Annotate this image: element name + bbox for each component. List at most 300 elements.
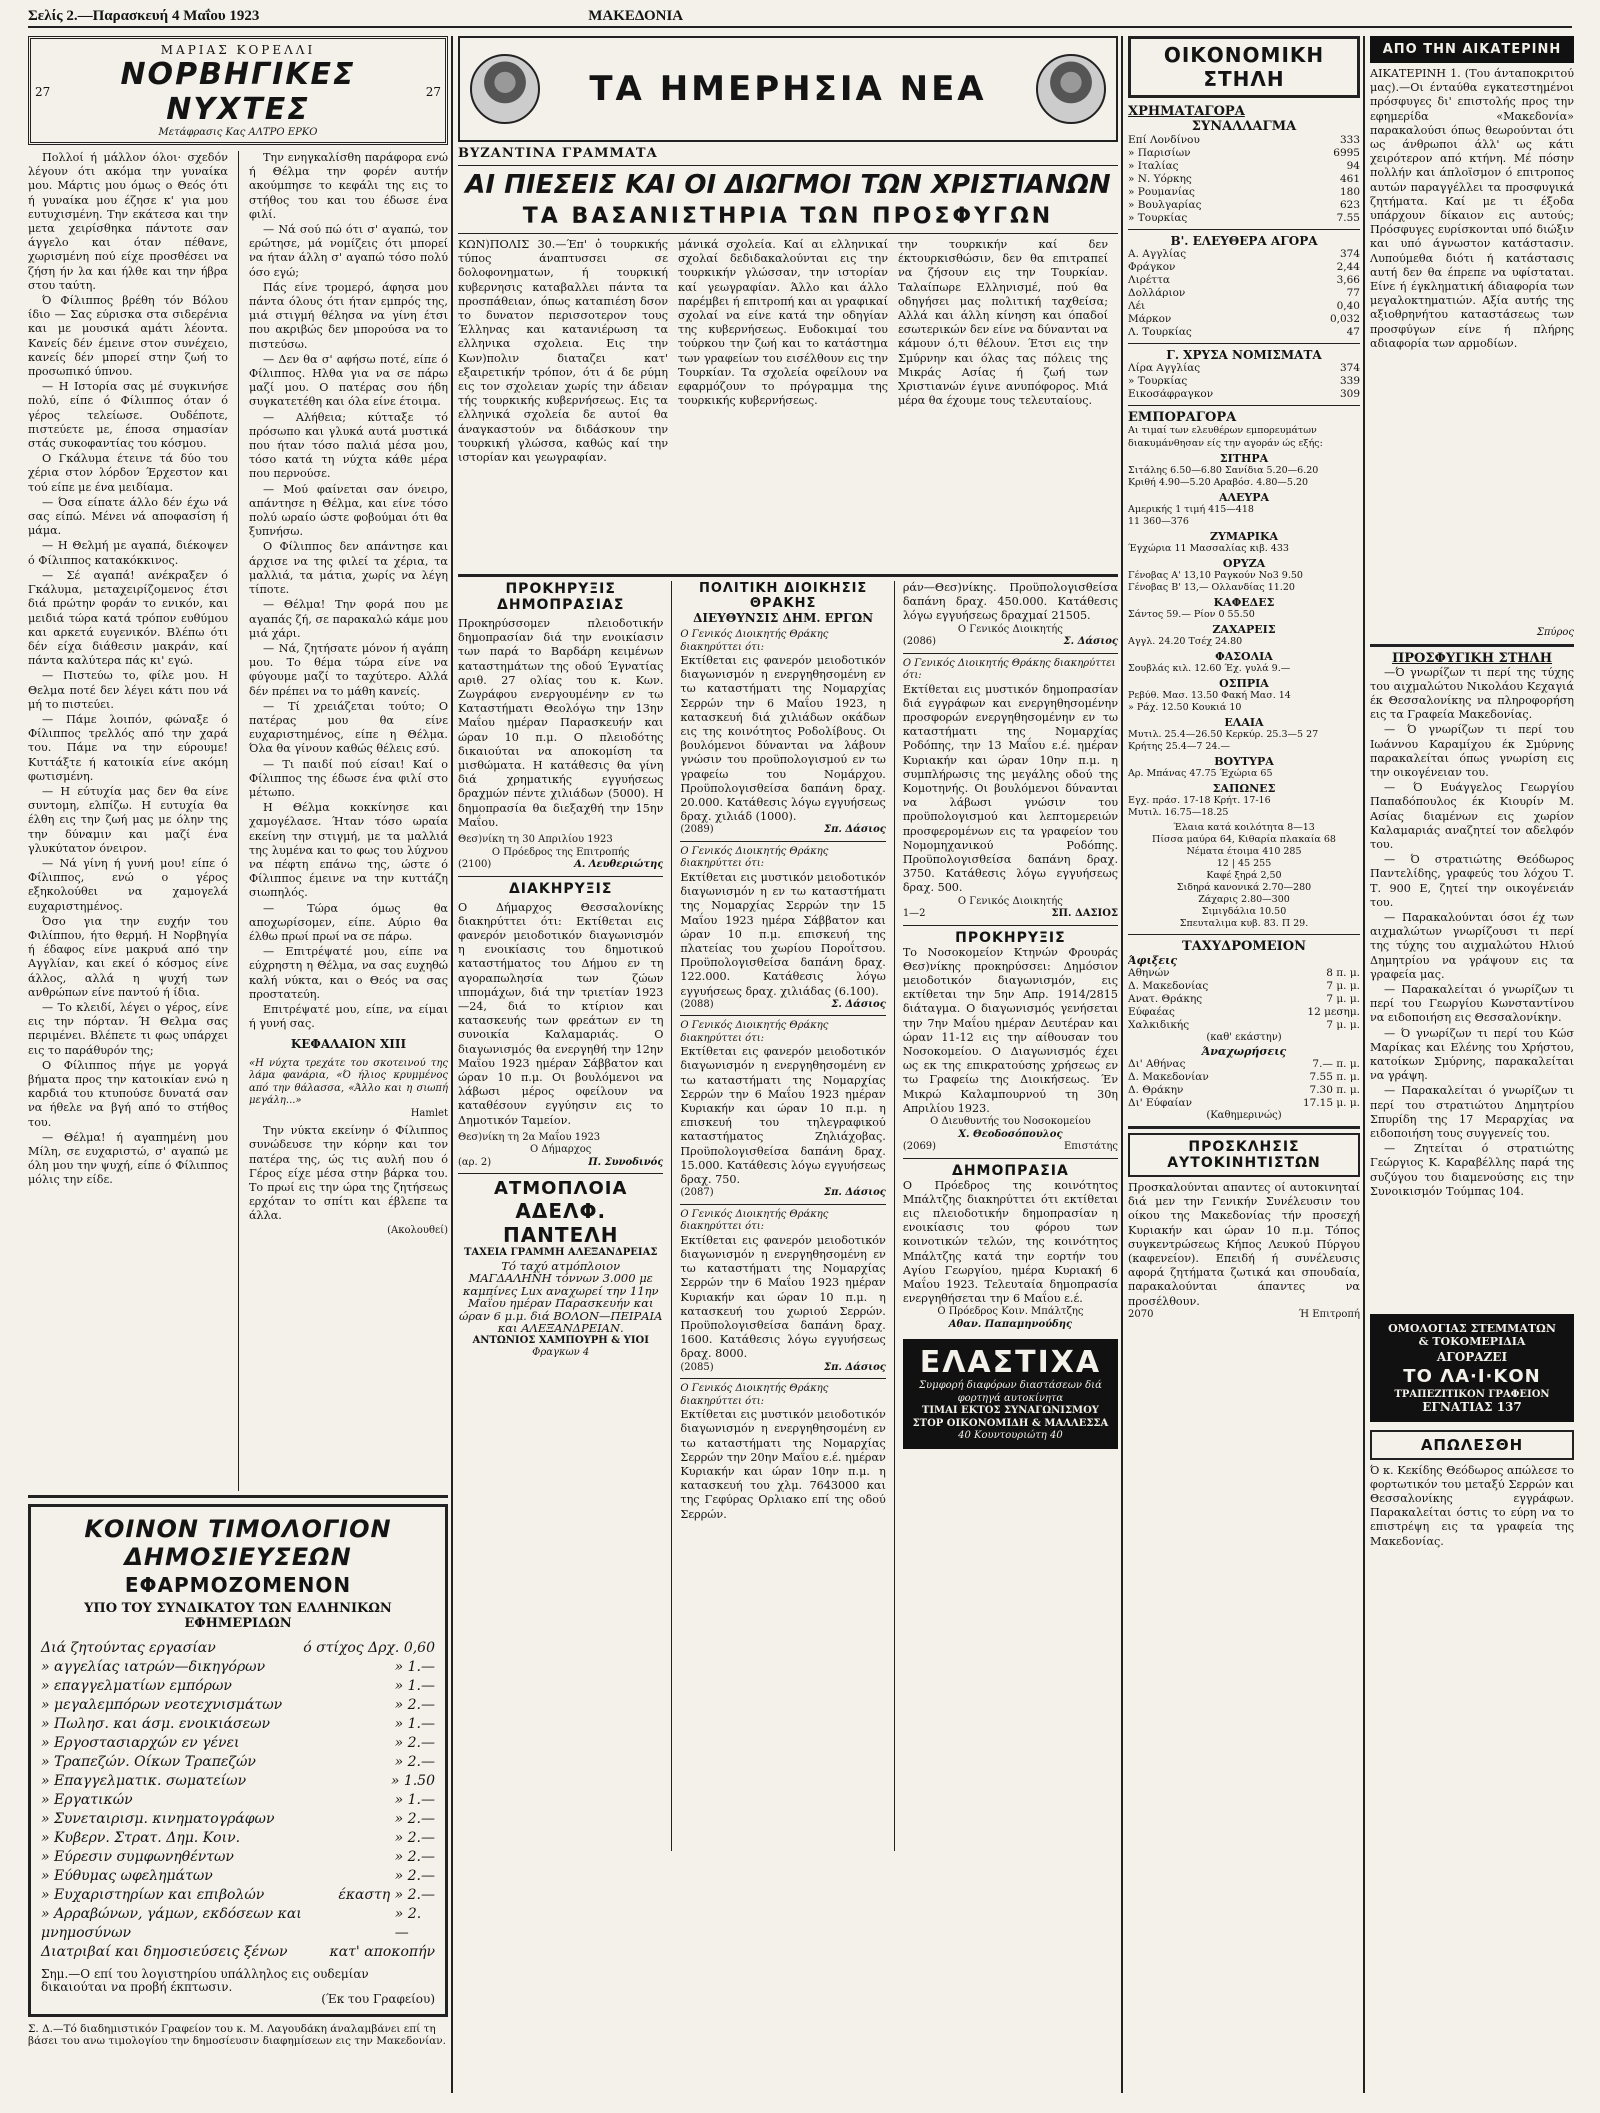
drivers-call-header [1128,1133,1360,1177]
price-row [41,1677,435,1696]
commodity-line: Αμερικής 1 τιμή 415—418 [1128,504,1254,515]
row-label: » μεγαλεμπόρων νεοτεχνισμάτων [41,1697,283,1713]
row-value: 94 [1346,160,1360,172]
row-value: 7.— π. μ. [1312,1057,1360,1070]
commodity-line: » Ράχ. 12.50 Κουκιά 10 [1128,702,1242,713]
section-label: ΒΥΖΑΝΤΙΝΑ ΓΡΑΜΜΑΤΑ [458,146,658,161]
auction2-signer-title: Ο Πρόεδρος Κοιν. Μπάλτζης [937,1306,1084,1318]
auction-body: Προκηρύσσομεν πλειοδοτικήν δημοπρασίαν διά την ενοικίασιν των παρά το Βαρδάρη κειμένων καταστημάτων της οδού Έγνατίας αριθ. 27 ολίας του κ. Κων. Ζωγράφου ενεργουμένην εν τω Καταστήματι Θεολόγω την 13ην Μαΐου ημέραν Παρασκευήν και ώραν 10 π.μ. Ο πλειοδότης δικαιούται να αποκομίση τα μισθώματα. Η κατάθεσις θα γίνη διά χρηματικής εγγυήσεως δραχμών πέντε χιλιάδων (5000). Η δημοπρασία θα διεξαχθή την 15ην Μαΐου. [458,617,664,829]
arrivals-list [1128,967,1360,1032]
paragraph: Την ενηγκαλίσθη παράφορα ενώ ή Θέλμα την φορέν αυτήν ακούμπησε το κεφάλι της εις το στήθος του και του έδωσε ένα φιλί. [248,151,448,221]
paragraph: Επιτρέψατέ μου, είπε, να είμαι ή γυνή σας. [248,1002,448,1031]
commodity-line: Έγχώρια 11 Μασσαλίας κιβ. 433 [1128,543,1289,554]
refugee-notice: — Ό γνωρίζων τι περί του Ιωάννου Καραμίχου έκ Σμύρνης παρακαλείται όπως γνωρίση εις την οικογένειαν του. [1370,723,1574,779]
portrait-illustration-right [1036,54,1106,124]
commodity-line: Σιτάλης 6.50—6.80 Σανίδια 5.20—6.20 [1128,465,1319,476]
commodity-group-title: ΑΛΕΥΡΑ [1218,491,1270,504]
exchange-list [1128,134,1360,225]
issue-number-left: 27 [35,85,51,99]
katerini-header [1370,36,1574,63]
bank-ad-line3: ΑΓΟΡΑΖΕΙ [1436,1349,1508,1364]
row-label: » Πωλησ. και άσμ. ενοικιάσεων [41,1716,271,1732]
commodity-group-title: ΟΡΥΖΑ [1222,557,1266,570]
row-label: Λέι [1128,300,1146,312]
ad-rates-note: Σημ.—Ο επί του λογιστηρίου υπάλληλος εις ουδεμίαν δικαιούται να προβή έκπτωσιν. [41,1967,369,1994]
drivers-call-signer: Ή Επιτροπή [1298,1308,1360,1320]
row-value: » 2.— [394,1754,435,1770]
commodity-line: Ρεβύθ. Μασ. 13.50 Φακή Μασ. 14 [1128,690,1291,701]
row-value: 333 [1339,134,1360,146]
ad-rates-box [28,1504,448,2017]
issue-number-right: 27 [425,85,441,99]
feuilleton-title: ΝΟΡΒΗΓΙΚΕΣ ΝΥΧΤΕΣ [120,57,356,127]
price-row [1128,980,1360,993]
katerini-column [1370,36,1574,1549]
row-label: » Αρραβώνων, γάμων, εκδόσεων και μνημοσύνων [41,1906,302,1941]
paragraph: — Δεν θα σ' αφήσω ποτέ, είπε ό Φίλιππος. Ηλθα για να σε πάρω μαζί μου. Ο πατέρας σου ήδη συγκατετέθη και όλα είνε έτοιμα. [248,352,448,409]
row-value: 7 μ. μ. [1326,993,1360,1005]
loss-body: Ό κ. Κεκίδης Θεόδωρος απώλεσε το φορτωτικόν του μεταξύ Σερρών και Θεσσαλονίκης εγγράφων. Παρακαλείται όστις το εύρη να το επιστρέψη εις τα γραφεία της Μακεδονίας. [1370,1463,1574,1548]
paragraph: Η Θέλμα κοκκίνησε και χαμογέλασε. Ήταν τόσο ωραία εκείνη την στιγμή, με τα μαλλιά της λυμένα και το φως του λύχνου να πέφτη επάνω της, ώστε ό Φίλιππος έμεινε να την κυττάζη σιωπηλός. [248,801,448,900]
row-label: Φράγκον [1128,261,1176,273]
refugee-notice: — Παρακαλείται ό γνωρίζων τι περί του Γεωργίου Κωνσταντίνου να ειδοποιήση εις Θεσσαλονίκην. [1370,982,1574,1025]
row-label: Λίρα Αγγλίας [1128,362,1201,374]
row-value: 47 [1346,326,1360,338]
price-row [1128,287,1360,300]
price-row [1128,173,1360,186]
row-label: Α. Αγγλίας [1128,248,1187,260]
notice-signer: Σπ. Δάσιος [824,1187,886,1199]
refugee-notice: — Ζητείται ό στρατιώτης Γεώργιος Κ. Καραβέλλης παρά της συζύγου του διαμενούσης εις την Συνοικισμόν Τούμπας 104. [1370,1142,1574,1198]
price-row [1128,300,1360,313]
commodity-line: Αρ. Μπάνας 47.75 Έχώρια 65 [1128,768,1273,779]
row-label: » Βουλγαρίας [1128,199,1202,211]
misc-price-line: Σπευταλιμα κυβ. 83. Π 29. [1179,918,1309,929]
page-masthead [28,6,1572,28]
price-row [1128,212,1360,225]
price-row [1128,993,1360,1006]
declaration-ref: (αρ. 2) [458,1156,492,1168]
paragraph: Ό Φίλιππος βρέθη τόν Βόλου ίδιο — Σας εύρισκα στα σιδερένια και με μουσικά αμάτι λέοντα. Κανείς δέν έμεινε στον συνέχειο, κανείς δέν μπορεί στην ζωή το προσωπικό ύπνου. [28,294,228,379]
price-row [1128,199,1360,212]
row-value: 180 [1339,186,1360,198]
price-row [1128,186,1360,199]
feuilleton-author: ΜΑΡΙΑΣ ΚΟΡΕΛΛΙ [160,43,316,57]
paragraph: — Τι παιδί πού είσαι! Καί ο Φίλιππος της έδωσε ένα φιλί στο μέτωπο. [248,757,448,799]
notice-head: Ο Γενικός Διοικητής Θράκης διακηρύττει ότι: [680,1020,829,1044]
misc-price-line: Ζάχαρις 2.80—300 [1198,894,1290,905]
row-label: » Τουρκίας [1128,375,1188,387]
departures-title: Άναχωρήσεις [1201,1044,1287,1058]
loss-title: ΑΠΩΛΕΣΘΗ [1420,1435,1524,1454]
declaration-signer: Π. Συνοδινός [588,1156,664,1168]
proclamation-role: Επιστάτης [1063,1141,1118,1153]
tires-ad-title: ΕΛΑΣΤΙΧΑ [919,1345,1102,1381]
paragraph: Ο Γκάλυμα έτεινε τά δύο του χέρια στον λόρδον Έρχεστον και τού είπε με ένα μειδίαμα. [28,452,228,494]
economic-column [1128,36,1360,1321]
ad-rates-subtitle2: ΥΠΟ ΤΟΥ ΣΥΝΔΙΚΑΤΟΥ ΤΩΝ ΕΛΛΗΝΙΚΩΝ ΕΦΗΜΕΡΙΔΩΝ [84,1601,392,1631]
paragraph: — Θέλμα! Την φορά που με αγαπάς ζή, σε παρακαλώ κάμε μου μιά χάρι. [248,598,448,640]
column-rule [1363,36,1365,2093]
price-row [41,1658,435,1677]
exchange-title: ΣΥΝΑΛΛΑΓΜΑ [1191,119,1297,134]
ship-ad-body: Τό ταχύ ατμόπλοιον ΜΑΓΔΑΛΗΝΗ τόννων 3.000 με καμπίνες Lux αναχωρεί την 11ην Μαΐου ημέραν Παρασκευήν και ώραν 6 μ.μ. διά ΒΟΛΟΝ—ΠΕΙΡΑΙΑ και ΑΛΕΞΑΝΔΡΕΙΑΝ. [459,1258,663,1336]
paragraph: — Όσα είπατε άλλο δέν έχω νά σας είπώ. Μένει νά αποφασίση ή μάμα. [28,495,228,538]
economic-header [1128,36,1360,98]
commodity-line: Γένοβας Α' 13,10 Ραγκούν Νο3 9.50 [1128,570,1303,581]
commodity-line: Γένοβας Β' 13,— Ολλανδίας 11.20 [1128,582,1295,593]
tires-ad-line2: ΤΙΜΑΙ ΕΚΤΟΣ ΣΥΝΑΓΩΝΙΣΜΟΥ [921,1405,1099,1417]
notice-signer: Σπ. Δάσιος [824,1361,886,1373]
commodity-line: Μυτιλ. 16.75—18.25 [1128,807,1229,818]
column-rule [451,36,453,2093]
arrivals-title: Άφιξεις [1128,954,1178,967]
row-label: Λ. Τουρκίας [1128,326,1192,338]
row-value: » 1.— [394,1792,435,1808]
tires-ad-line1: Συμφορή διαφόρων διαστάσεων διά φορτηγά αυτοκίνητα [918,1380,1102,1404]
row-value: 77 [1346,287,1360,299]
refugee-notice: — Παρακαλούνται όσοι έχ των αιχμαλώτων γνωρίζουσι τι περί της τύχης του αιχμαλώτου Ηλιού Δημητρίου να γράψουν εις τα γραφεία μας. [1370,910,1574,981]
declaration-signer-title: Ο Δήμαρχος [530,1144,592,1156]
paragraph: Ο Φίλιππος δεν απάντησε και άρχισε να της φιλεί τα χέρια, τα μαλλιά, τα μάτια, χωρίς να λέγη τίποτε. [248,540,448,597]
row-label: » Ιταλίας [1128,160,1179,172]
ad-rates-title: ΚΟΙΝΟΝ ΤΙΜΟΛΟΓΙΟΝ ΔΗΜΟΣΙΕΥΣΕΩΝ [84,1515,392,1571]
price-row [1128,1097,1360,1110]
row-label: » Ευχαριστηρίων και επιβολών [41,1887,265,1903]
feuilleton-header [28,36,448,145]
row-label: » Εργατικών [41,1792,133,1808]
declaration-date: Θεσ)νίκη τη 2α Μαΐου 1923 [458,1131,601,1143]
row-label: » Εργοστασιαρχών εν γένει [41,1735,240,1751]
row-value: » 2.— [394,1906,422,1941]
notice-body: Εκτίθεται εις φανερόν μειοδοτικόν διαγωνισμόν η ενεργηθησομένη εν τω καταστήματι της Νομαρχίας Σερρών την 6 Μαΐου 1923, η κατασκευή διά χιλιάδων οκάδων εις της κοινότητος Ροδολίβους. Οι βουλόμενοι δύνανται να λάβουν γνώσιν του προϋπολογισμού εν τω γραφείω του Νομάρχου. Προϋπολογισθείσα δαπάνη δραχ. 20.000. Κατάθεσις λόγω εγγυήσεως δραχ. χιλιάδ (1000). [680,654,886,824]
ship-ad-address: Φραγκων 4 [532,1347,590,1359]
continued-note: (Ακολουθεί) [387,1224,448,1236]
paragraph: — Μού φαίνεται σαν όνειρο, απάντησε η Θέλμα, και είνε τόσο πολύ ωραίο ώστε φοβούμαι ότι θα ξυπνήσω. [248,482,448,539]
row-value: 374 [1339,362,1360,374]
commodity-line: Σουβλάς κιλ. 12.60 Έχ. γυλά 9.— [1128,663,1291,674]
row-value: » 1.— [394,1716,435,1732]
paragraph: — Πάμε λοιπόν, φώναξε ό Φίλιππος τρελλός από την χαρά του. Πάμε να την εύρουμε! Κυττάξτε ή κατοικία είνε ακόμη φωτισμένη. [28,712,228,783]
paragraph: Πολλοί ή μάλλον όλοι· σχεδόν λέγουν ότι ακόμα την γυναίκα μου. Μάρτις μου όμως ο Θεός ότι ή γυναίκα μου έζησε κ' για μου ευτυχισμένη. Την εκάτεσα και την μετα χειρίσθηκα πάντοτε σαν άγγελο και όταν πέθανε, χωρισμένη πού είχε προσθέσει να ζήση ήν λα και ήλθε και την ήβρα στου ταύτη. [28,151,228,292]
column-rule [1121,36,1123,2093]
epigraph-source: Hamlet [410,1107,448,1119]
price-row [1128,1058,1360,1071]
price-row [41,1943,435,1962]
proclamation-body: Το Νοσοκομείον Κτηνών Φρουράς Θεσ)νίκης προκηρύσσει: Δημόσιον μειοδοτικόν διαγωνισμόν, εις εκτίθεται την 5ην Απρ. 1914/2815 διάταγμα. Ο διαγωνισμός γενήσεται την 7ην Μαΐου ημέραν Δευτέραν και ώραν 11-12 εις την αίθουσαν του Νοσοκομείου. Ο Διαγωνισμός έχει ως εκ της επικρατούσης χρήσεως εν τω Γραφείω της Διοικήσεως. Έν Μικρώ Καλαμπουρνού τη 30η Απριλίου 1923. [902,945,1118,1115]
paragraph: Την νύκτα εκείνην ό Φίλιππος συνώδευσε την κόρην και τον πατέρα της, ώς τις αυλή που ό Γέρος είχε μέσα στην βάρκα του. Το πρωί εις την ώρα της ζητήσεως ερχόταν το σπίτι και έβλεπε τα άλλα. [248,1124,448,1223]
tires-ad [903,1339,1118,1449]
notice-signer-title: Ο Γενικός Διοικητής [957,895,1063,907]
notice-body: Εκτίθεται εις φανερόν μειοδοτικόν διαγωνισμόν η ενεργηθησομένη εν τω καταστήματι της Νομαρχίας Σερρών την 6 Μαΐου 1923 ημέραν Κυριακήν και ώραν 10 π.μ. η κατασκευή του χωριού Σερρών. Προϋπολογισθείσα δαπάνη δραχ. 1600. Κατάθεσις λόγω εγγυήσεως δραχ. 8000. [680,1233,886,1361]
commodities-title: ΕΜΠΟΡΑΓΟΡΑ [1128,410,1237,425]
row-value: 7.55 π. μ. [1309,1070,1360,1083]
price-row [1128,1084,1360,1097]
news-text-b: μάνικά σχολεία. Καί αι ελληνικαί σχολαί δεδιδακαλούνται εις την τουρκικήν γλώσσαν, την ιστορίαν καί γεωγραφίαν. Άλλο και άλλο παρέμβει ή επιτροπή και αι γραφικαί σχολαί να είνε κατά την οδηγίαν της κυβερνήσεως. Ευδοκιμαί του τούρκου την ζωή και το κατάστημα των γραφείων του εισέλθουν εις την Τουρκίαν. Τα σχολεία οφείλουν να εφαρμόζουν το πρόγραμμα της τουρκικής κυβερνήσεως. [678,238,888,408]
paragraph: Πάς είνε τρομερό, άφησα μου πάντα όλους ότι ήταν εμπρός της, μιά στιγμή θέλησα να γίνη έτσι που ακριβώς δεν μπορούσα να το πιστεύσω. [248,280,448,351]
row-label: » αγγελίας ιατρών—δικηγόρων [41,1659,266,1675]
row-value: » 1.50 [390,1773,435,1789]
price-row [41,1639,435,1658]
row-label: » Επαγγελματικ. σωματείων [41,1773,247,1789]
row-label: » επαγγελματίων εμπόρων [41,1678,232,1694]
commodity-line: Σάντος 59.— Ρίον 0 55.50 [1128,609,1255,620]
row-value: 309 [1339,388,1360,400]
notice-ref: (2085) [680,1361,714,1373]
notices-column-a [458,581,663,1851]
notice-body: Εκτίθεται εις μυστικόν μειοδοτικόν διαγωνισμόν η εν τω καταστήματι της Νομαρχίας Σερρών την 15 Μαΐου 1923 ημέρα Σάββατον και ώραν 10 π.μ. επισκευή της πλατείας του χωρίου Ποροΐτσου. Προϋπολογισθείσα δαπάνη δραχ. 122.000. Κατάθεσις λόγω εγγυήσεως δραχ. χιλιάδας (6.100). [680,870,886,998]
price-row [41,1867,435,1886]
auction2-signer: Αθαν. Παπαμηνούδης [948,1318,1073,1330]
row-label: Εικοσάφραγκον [1128,388,1214,400]
daily-news-title: ΤΑ ΗΜΕΡΗΣΙΑ ΝΕΑ [589,69,987,109]
katerini-title: ΑΠΟ ΤΗΝ ΑΙΚΑΤΕΡΙΝΗ [1382,42,1562,57]
news-text-a: ΚΩΝ)ΠΟΛΙΣ 30.—Έπ' ὀ τουρκικής τύπος άναπτυσσει σε δολοφονηματων, ή τουρκική κυβερνησις καταβαλλει πάντα τα προσπάθειαν, όπως καταπιέση δσον το δυνατον περισσοτερον τους Έλληνας και κατανιέρωση τα ελληνικα σχολεια. Εις την Κων)πολιν διαταζει κατ' εξαιρετικήν τρόπον, ότι ά δε ρύμη εις τον σχολειαν χωρίς την άδειαν τής τουρκικής κυβερνήσεως. Εις τα ελληνικά σχολεία δε αυτοί θα άναγκαστούν να διδάσκουν την τουρκική γλώσσα, καθώς καί την ιστορίαν και γεωγραφίαν. [458,238,668,465]
row-label: » Εύρεσιν συμφωνηθέντων [41,1849,234,1865]
gold-list [1128,362,1360,401]
row-value: 17.15 μ. μ. [1302,1096,1360,1109]
notice-ref: 1—2 [902,908,926,920]
proclamation-ref: (2069) [902,1141,937,1153]
row-value: 2,44 [1336,261,1360,273]
auction-title: ΠΡΟΚΗΡΥΞΙΣ ΔΗΜΟΠΡΑΣΙΑΣ [497,581,625,613]
commodity-group-title: ΦΑΣΟΛΙΑ [1215,650,1273,663]
row-value: » 2.— [394,1868,435,1884]
row-label: Εύφαέας [1128,1006,1175,1018]
notice-signer: ΣΠ. ΔΑΣΙΟΣ [1051,908,1118,920]
newspaper-name: ΜΑΚΕΔΟΝΙΑ [588,7,684,24]
price-row [1128,313,1360,326]
feuilleton-translator: Μετάφρασις Κας ΑΛΤΡΟ ΕΡΚΟ [158,127,318,138]
commodity-line: Εγχ. πράσ. 17-18 Κρήτ. 17-16 [1128,795,1271,806]
price-row [41,1734,435,1753]
ship-ad-line: ΤΑΧΕΙΑ ΓΡΑΜΜΗ ΑΛΕΞΑΝΔΡΕΙΑΣ [463,1247,658,1259]
row-label: Χαλκιδικής [1128,1019,1190,1031]
notices-column-c [903,581,1118,1851]
notice-head: Ο Γενικός Διοικητής Θράκης διακηρύττει ότι: [680,1208,829,1233]
commodity-group-title: ΖΥΜΑΡΙΚΑ [1209,530,1279,543]
paragraph: — Τί χρειάζεται τούτο; Ο πατέρας μου θα είνε ευχαριστημένος, είπε η Θέλμα. Όλα θα γίνουν καθώς θέλεις εσύ. [248,699,448,756]
notice-head: Ο Γενικός Διοικητής Θράκης διακηρύττει ότι: [680,629,829,653]
commodities-intro: Αι τιμαί των ελευθέρων εμπορευμάτων διακυμάνθησαν είς την αγοράν ώς εξής: [1128,425,1323,449]
notice-signer: Σ. Δάσιος [1063,636,1118,648]
refugee-notice: — Ό στρατιώτης Θεόδωρος Παντελίδης, γραφεύς του λόχου Τ. Τ. 900 Ε, ζητεί την οικογένειάν του. [1370,853,1574,909]
row-label: Αθηνών [1128,967,1170,979]
row-label: Δ. Θράκην [1128,1083,1184,1096]
notice-body: Εκτίθεται εις μυστικόν μειοδοτικόν διαγωνισμόν η ενεργηθησομένη εν τω καταστήματι της Νομαρχίας Σερρών την 20ην Μαΐου ε.έ. ημέραν Κυριακήν και ώραν 10ην π.μ. η κατασκευή του χλμ. 7643000 και της Γεφύρας Ορλιακο επί της οδού Σερρών. [680,1408,886,1521]
misc-prices [1128,822,1360,930]
row-value: 12 μεσημ. [1307,1006,1360,1018]
price-row [41,1810,435,1829]
price-row [1128,147,1360,160]
price-row [1128,248,1360,261]
price-row [1128,160,1360,173]
bank-ad-line1: ΟΜΟΛΟΓΙΑΣ ΣΤΕΜΜΑΤΩΝ [1388,1321,1556,1335]
price-row [1128,1019,1360,1032]
auction-date: Θεσ)νίκη τη 30 Απριλίου 1923 [458,834,613,846]
drivers-call-ref: 2070 [1128,1308,1154,1320]
row-label: Επί Λονδίνου [1128,134,1200,146]
row-label: Δολλάριον [1128,287,1186,299]
row-label: » Τραπεζών. Οίκων Τραπεζών [41,1754,256,1770]
commodity-group-title: ΣΑΠΩΝΕΣ [1212,782,1276,795]
notice-head: Ο Γενικός Διοικητής Θράκης διακηρύττει ότι: [680,1383,829,1407]
refugee-notice: — Ό Ευάγγελος Γεωργίου Παπαδόπουλος έκ Κιουρίν Μ. Ασίας διαμένων εις χωρίον Καλαμαριάς αναζητεί τον αδελφόν του. [1370,781,1574,851]
row-label: » Ρουμανίας [1128,186,1195,198]
bank-ad-line6: ΕΓΝΑΤΙΑΣ 137 [1422,1399,1522,1414]
row-label: Λιρέττα [1128,274,1171,286]
row-value: 8 π. μ. [1326,967,1360,979]
notice-ref: (2088) [680,998,714,1010]
paragraph: Όσο για την ευχήν του Φιλίππου, ήτο θερμή. Η Νορβηγία ή έδαφος είνε μακρυά από την Αγγλίαν, και εκεί ό κόσμος είνε άλλος, αλλά η ψυχή των ανθρώπων είνε παντού ή ίδια. [28,914,228,999]
row-value: έκαστη » 2.— [338,1887,435,1903]
thrace-notices [680,629,885,1522]
price-row [41,1753,435,1772]
row-label: » Ν. Υόρκης [1128,173,1192,185]
refugee-notice: — Παρακαλείται ό γνωρίζων τι περί του στρατιώτου Δημητρίου Σπυρίδη της 17 Μεραρχίας να ειδοποιήση τους συγγενείς του. [1370,1084,1574,1140]
price-row [1128,388,1360,401]
commodity-group-title: ΖΑΧΑΡΕΙΣ [1212,623,1276,636]
paragraph: — Η Ιστορία σας μέ συγκινήσε πολύ, είπε ό Φίλιππος όταν ό γέρος τελείωσε. Ουδέποτε, πιστεύετε με, έποσα σημασίαν στάς συκοφαντίας του κόσμου. [28,380,228,451]
price-row [1128,1006,1360,1019]
row-value: » 2.— [394,1830,435,1846]
auction2-title: ΔΗΜΟΠΡΑΣΙΑ [952,1162,1069,1179]
price-row [41,1829,435,1848]
paragraph: — Επιτρέψατέ μου, είπε να εύχρηστη η Θέλμα, να σας ευχηθώ καλή νύκτα, και ο Θεός να σας προστατεύη. [248,945,448,1001]
price-row [41,1848,435,1867]
row-value: 461 [1339,173,1360,185]
row-label: Δι' Εύφαίαν [1128,1096,1193,1109]
daily-news-banner [458,36,1118,142]
row-value: 7.55 [1336,212,1360,224]
feuilleton-text-b [249,151,448,1491]
commodity-groups [1128,452,1360,819]
paragraph: — Η Θελμή με αγαπά, διέκοψεν ό Φίλιππος κατακόκκινος. [28,539,228,567]
refugee-notices [1370,666,1574,1306]
paragraph: — Η εύτυχία μας δεν θα είνε συντομη, ελπίζω. Η ευτυχία θα έλθη εις την ζωή μας με όλην της την δύναμιν και μαζί ένα γλυκύτατον όνειρον. [28,784,228,855]
row-value: » 2.— [394,1849,435,1865]
misc-price-line: Έλαια κατά κοιλότητα 8—13 [1173,822,1315,833]
row-value: 339 [1339,375,1360,387]
row-value: 623 [1339,199,1360,211]
price-row [41,1886,435,1905]
paragraph: — Αλήθεια; κύτταξε τό πρόσωπο και γλυκά αυτά μυστικά που ήταν τόσο παλιά μέσα μου, τόσο κατά τη νύχτα κάθε μέρα που περνούσε. [248,410,448,481]
auction-ref: (2100) [458,859,492,871]
epigraph: «Η νύχτα τρεχάτε του σκοτεινού της λάμα φανάρια, «Ό ήλιος κρυμμένος από την θάλασσα, «Άλλο και η σιωπή μεγάλη...» [248,1057,448,1107]
ad-rates-footer: Σ. Δ.—Τό διαδημιστικόν Γραφείον του κ. Μ. Λαγουδάκη άναλαμβάνει επί τη βάσει του ανω τιμολογίου την δημοσίευσιν διαφημίσεων εις την Μακεδονίαν. [28,2022,447,2047]
price-row [41,1772,435,1791]
row-label: Δ. Μακεδονίαν [1128,1070,1209,1083]
paragraph: — Νά σού πώ ότι σ' αγαπώ, τον ερώτησε, μά νομίζεις ότι μπορεί να ήταν άλλη σ' αγαπώ τόσο πολύ όσο εγώ; [248,223,448,279]
row-label: Ανατ. Θράκης [1128,993,1203,1005]
bank-ad-line4: ΤΟ ΛΑ·Ι·ΚΟΝ [1403,1365,1541,1387]
misc-price-line: Νέματα έτοιμα 410 285 [1186,846,1302,857]
page-date: Σελίς 2.—Παρασκευή 4 Μαΐου 1923 [28,7,260,24]
misc-price-line: Καφέ ξηρά 2,50 [1206,870,1282,881]
row-value: » 2.— [394,1697,435,1713]
notice-ref: (2087) [680,1187,714,1199]
row-label: » Παρισίων [1128,147,1191,159]
news-text-c: την τουρκικήν καί δεν έκτουρκισθώσιν, δεν θα επιτραπεί να ζήσουν εις την Τουρκίαν. Ταλαίπωρε Ελληνισμέ, πού θα οδηγήσει μας πολιτική ταχθείσα; Αλλά και άλλη κίνηση και όπαδοί εσωτερικών δεν είνε να δύνανται να κάμουν ό,τι θέλουν. Έτσι εις την Σμύρνην και όλας τας πόλεις της Μικράς Ασίας ή ζωή των Χριστιανών έγινε ανυπόφορος. Μιά μέρα θα έχουμε τους τελευταίους. [898,238,1108,408]
row-value: 6995 [1333,147,1360,159]
commodity-line: 11 360—376 [1128,516,1189,527]
proclamation-title: ΠΡΟΚΗΡΥΞΙΣ [955,929,1066,946]
ad-rates-note-source: (Έκ του Γραφείου) [321,1992,435,2006]
paragraph: Ο Φίλιππος πήγε με γοργά βήματα προς την κατοικίαν ενώ η καρδιά του κτυπούσε δυνατά σαν να ήθελε να βγή από το στήθος του. [28,1058,228,1129]
row-value: ό στίχος Δρχ. 0,60 [303,1640,435,1656]
row-value: 0,032 [1329,313,1360,325]
departures-note: (Καθημερινώς) [1206,1109,1282,1121]
daily-news-column [458,36,1118,1851]
money-market-title: ΧΡΗΜΑΤΑΓΟΡΑ [1128,104,1245,119]
drivers-call-body: Προσκαλούνται απαντες οί αυτοκινηταί διά μεν την Γενικήν Συνέλευσιν του οίκου της Μακεδονίας τήν προσεχή Κυριακήν και ώραν 10 π.μ. Τόπος συγκεντρώσεως Κήπος Λευκού Πύργου (καφενείον). Επειδή ή συνέλευσις αφορά ζητήματα ζωτικά και σπουδαία, παρακαλούνται άπαντες να προσέλθουν. [1128,1181,1360,1308]
ship-ad [458,1178,663,1360]
row-value: » 2.— [394,1811,435,1827]
row-value: 374 [1339,248,1360,260]
price-row [1128,261,1360,274]
arrivals-note: (καθ' εκάστην) [1206,1032,1282,1043]
notices-column-b [680,581,885,1851]
notice-body: Εκτίθεται εις φανερόν μειοδοτικόν διαγωνισμόν η ενεργηθησομένη εν τω καταστήματι της Νομαρχίας Σερρών την 6 Μαΐου 1923 ημέραν Κυριακήν και ώραν 10 π.μ. η επισκευή του τηλεγραφικού καταστήματος Ζηλιάχοβας. Προϋπολογισθείσα δαπάνη δραχ. 15.000. Κατάθεσις λόγω εγγυήσεως δραχ. 750. [680,1045,886,1187]
feuilleton-column [28,36,448,2048]
notice-ref: (2089) [680,824,714,836]
notice-signer: Σ. Δάσιος [831,998,886,1010]
row-label: Δι' Αθήνας [1128,1057,1186,1070]
bank-ad-line2: & ΤΟΚΟΜΕΡΙΔΙΑ [1418,1334,1526,1348]
row-label: » Συνεταιρισμ. κινηματογράφων [41,1811,275,1827]
row-value: 7.30 π. μ. [1309,1083,1360,1096]
refugee-title: ΠΡΟΣΦΥΓΙΚΗ ΣΤΗΛΗ [1391,650,1553,666]
ad-rates-list [41,1639,435,1962]
price-row [1128,967,1360,980]
row-value: κατ' αποκοπήν [329,1944,435,1960]
row-value: 3,66 [1336,274,1360,286]
post-title: ΤΑΧΥΔΡΟΜΕΙΟΝ [1182,939,1306,954]
commodity-line: Αγγλ. 24.20 Τσέχ 24.80 [1128,636,1243,647]
notice-ref: (2086) [902,636,937,648]
misc-price-line: 12 | 45 255 [1216,858,1272,869]
paragraph: — Το κλειδί, λέγει ο γέρος, είνε εις την πόρταν. Ή Θελμα σας περιμένει. Βλέπετε τι φως υπάρχει εις το παράθυρόν της; [28,1000,228,1057]
misc-price-line: Σιδηρά κανονικά 2.70—280 [1176,882,1312,893]
proclamation-signer-title: Ο Διευθυντής του Νοσοκομείου [930,1116,1091,1128]
row-value: » 1.— [394,1659,435,1675]
gold-title: Γ. ΧΡΥΣΑ ΝΟΜΙΣΜΑΤΑ [1166,348,1322,362]
price-row [41,1715,435,1734]
ship-ad-company: ΑΔΕΛΦ. ΠΑΝΤΕΛΗ [502,1199,619,1248]
free-market-list [1128,248,1360,339]
commodity-group-title: ΕΛΑΙΑ [1224,716,1264,729]
notice-head: Ο Γενικός Διοικητής Θράκης διακηρύττει ότι: [902,657,1116,682]
refugee-notice: —Ό γνωρίζων τι περί της τύχης του αιχμαλώτου Νικολάου Κεχαγιά έκ Θεσσαλονίκης να πληροφορήση εις τα Γραφεία Μακεδονίας. [1370,665,1574,722]
row-value: 7 μ. μ. [1326,980,1360,992]
row-value: » 2.— [394,1735,435,1751]
ship-ad-agents: ΑΝΤΩΝΙΟΣ ΧΑΜΠΟΥΡΗ & ΥΙΟΙ [472,1334,649,1346]
ad-rates-subtitle: ΕΦΑΡΜΟΖΟΜΕΝΟΝ [124,1573,352,1597]
notice-signer-title: Ο Γενικός Διοικητής [957,623,1063,635]
headline: ΑΙ ΠΙΕΣΕΙΣ ΚΑΙ ΟΙ ΔΙΩΓΜΟΙ ΤΩΝ ΧΡΙΣΤΙΑΝΩΝ [465,170,1111,200]
bank-ad [1370,1314,1574,1422]
commodity-line: Μυτιλ. 25.4—26.50 Κερκύρ. 25.3—5 27 [1128,729,1319,740]
drivers-call-title: ΠΡΟΣΚΛΗΣΙΣ ΑΥΤΟΚΙΝΗΤΙΣΤΩΝ [1167,1139,1321,1171]
paragraph: — Νά, ζητήσατε μόνον ή αγάπη μου. Το θέμα τώρα είνε να φύγουμε μαζί το ταχύτερο. Αλλά δέν πρέπει να το μάθη κανείς. [248,641,448,698]
row-label: » Κυβερν. Στρατ. Δημ. Κοιν. [41,1830,241,1846]
loss-header [1370,1430,1574,1460]
notice-body: Εκτίθεται εις μυστικόν δημοπρασίαν διά εγγράφων και ενεργηθησομένην προσφορών ενεργηθησομένην εν τω καταστήματι της Νομαρχίας Ροδόπης, την 13 Μαΐου ε.έ. ημέραν Κυριακήν και ώραν 10ην π.μ. η συμπλήρωσις της μεγάλης οδού της Κομοτηνής. Οι βουλόμενοι δύνανται να λάβωσι γνώσιν του προϋπολογισμού και λεπτομερειών προσφερομένων εις τα γραφείον του Νομομηχανικού Ροδόπης. Προϋπολογισθείσα δαπάνη δραχ. 3750. Κατάθεσις λόγω εγγυήσεως δραχ. 500. [902,682,1118,895]
chapter-heading: ΚΕΦΑΛΑΙΟΝ XIII [290,1037,407,1052]
tires-ad-line3: ΣΤΟΡ ΟΙΚΟΝΟΜΙΔΗ & ΜΑΛΛΕΣΣΑ [912,1417,1109,1429]
subheadline: ΤΑ ΒΑΣΑΝΙΣΤΗΡΙΑ ΤΩΝ ΠΡΟΣΦΥΓΩΝ [522,204,1054,229]
bank-ad-line5: ΤΡΑΠΕΖΙΤΙΚΟΝ ΓΡΑΦΕΙΟΝ [1394,1388,1550,1400]
